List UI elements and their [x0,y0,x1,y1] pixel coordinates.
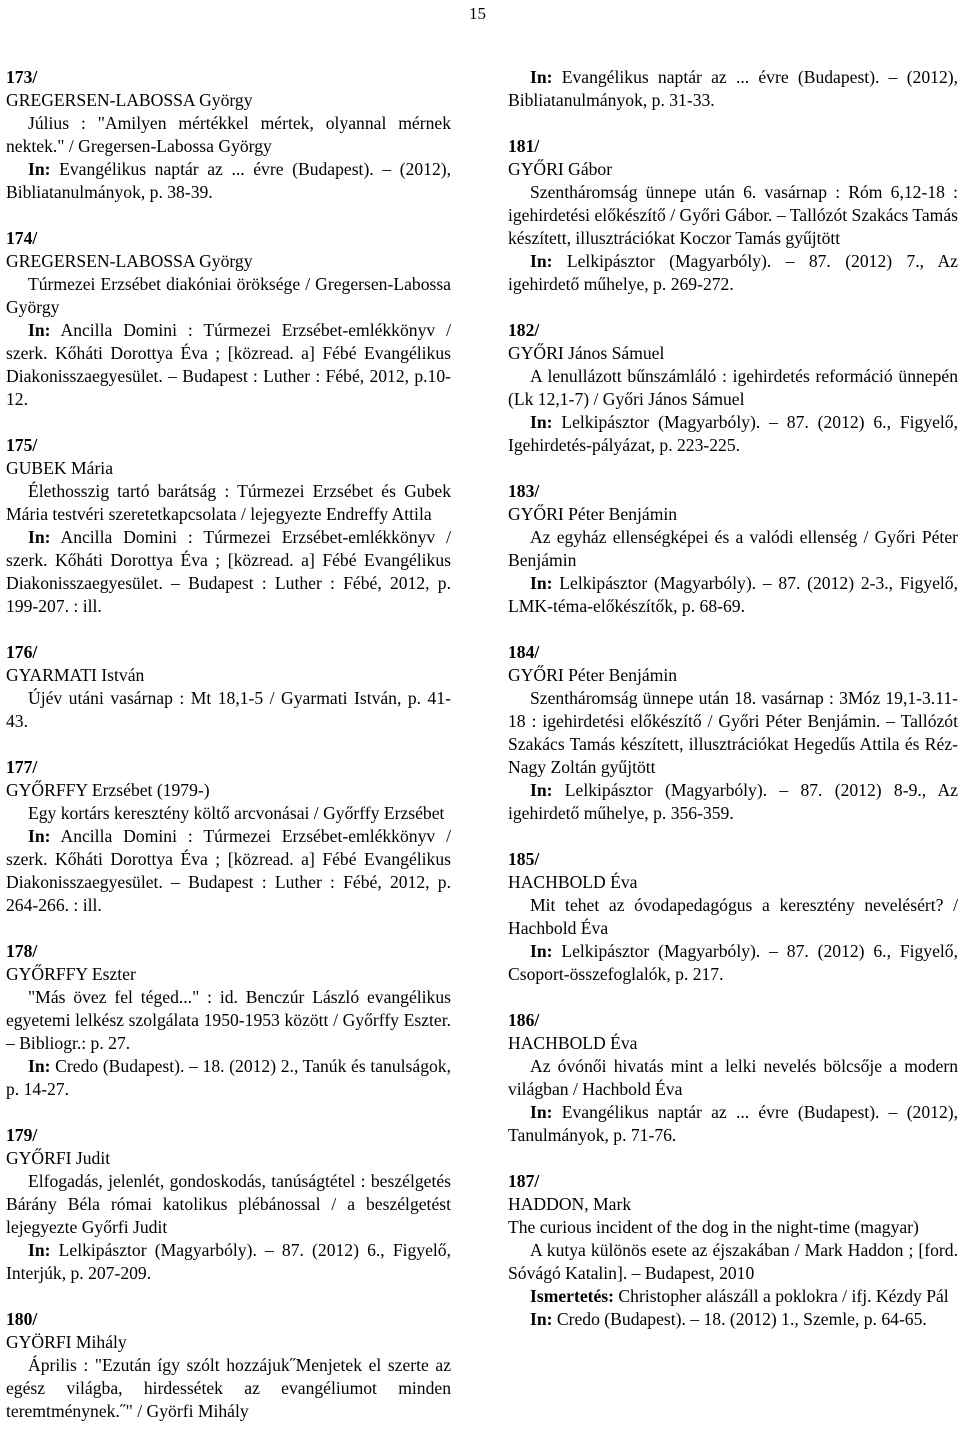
entry-title: Az egyház ellenségképei és a valódi ellenség / Győri Péter Benjámin [508,527,958,570]
entry-source: In: Evangélikus naptár az ... évre (Budapest). – (2012), Tanulmányok, p. 71-76. [508,1102,958,1145]
entry-source: In: Ancilla Domini : Túrmezei Erzsébet-emlékkönyv / szerk. Kőháti Dorottya Éva ; [közread. a] Fébé Evangélikus Diakonisszaegyesület. – Budapest : Luther : Fébé, 2012, p.10-12. [6,320,451,409]
bibliography-entry [6,1124,451,1285]
bibliography-entry [508,641,958,825]
entry-source: In: Ancilla Domini : Túrmezei Erzsébet-emlékkönyv / szerk. Kőháti Dorottya Éva ; [közread. a] Fébé Evangélikus Diakonisszaegyesület. – Budapest : Luther : Fébé, 2012, p. 264-266. : ill. [6,826,451,915]
entry-author: GYŐRI Péter Benjámin [508,504,678,524]
bibliography-entry [6,434,451,618]
entry-number: 185/ [508,849,540,869]
entry-author: HACHBOLD Éva [508,1033,638,1053]
entry-author: GYŐRFFY Eszter [6,964,136,984]
entry-number: 182/ [508,320,540,340]
entry-source: In: Credo (Budapest). – 18. (2012) 2., Tanúk és tanulságok, p. 14-27. [6,1056,452,1099]
entry-number: 177/ [6,757,38,777]
entry-title: Az óvónői hivatás mint a lelki nevelés bölcsője a modern világban / Hachbold Éva [508,1056,958,1099]
entry-title: Élethosszig tartó barátság : Túrmezei Erzsébet és Gubek Mária testvéri szeretetkapcsolata / lejegyezte Endreffy Attila [6,481,451,524]
bibliography-entry [6,1308,451,1423]
entry-source: In: Ancilla Domini : Túrmezei Erzsébet-emlékkönyv / szerk. Kőháti Dorottya Éva ; [közread. a] Fébé Evangélikus Diakonisszaegyesület. – Budapest : Luther : Fébé, 2012, p. 199-207. : ill. [6,527,451,616]
entry-source: In: Lelkipásztor (Magyarbóly). – 87. (2012) 7., Az igehirdető műhelye, p. 269-272. [508,251,958,294]
entry-author: GYŐRFI Judit [6,1148,111,1168]
entry-title: Szentháromság ünnepe után 18. vasárnap : 3Móz 19,1-3.11-18 : igehirdetési előkészítő / Győri Péter Benjámin. – Tallózót Szakács Tamás készített, illusztrációkat Hegedűs Attila és Réz-Nagy Zoltán gyűjtött [508,688,958,777]
entry-source: In: Evangélikus naptár az ... évre (Budapest). – (2012), Bibliatanulmányok, p. 38-39. [6,159,451,202]
entry-author: HADDON, Mark [508,1194,632,1214]
entry-source: In: Lelkipásztor (Magyarbóly). – 87. (2012) 2-3., Figyelő, LMK-téma-előkészítők, p. 68-69. [508,573,958,616]
entry-author: GREGERSEN-LABOSSA György [6,90,253,110]
entry-title: Április : "Ezután így szólt hozzájuk˝Menjetek el szerte az egész világba, hirdessétek az evangéliumot minden teremtménynek.˝" / Györfi Mihály [6,1355,451,1421]
entry-author: GYÖRFI Mihály [6,1332,127,1352]
entry-title: A kutya különös esete az éjszakában / Mark Haddon ; [ford. Sóvágó Katalin]. – Budapest, 2010 [508,1240,958,1283]
entry-number: 187/ [508,1171,540,1191]
entry-number: 181/ [508,136,540,156]
entry-title: "Más övez fel téged..." : id. Benczúr László evangélikus egyetemi lelkész szolgálata 1950-1953 között / Győrffy Eszter. – Bibliogr.: p. 27. [6,987,451,1053]
entry-author: GUBEK Mária [6,458,114,478]
entry-author: GYŐRI Gábor [508,159,613,179]
entry-title: Mit tehet az óvodapedagógus a keresztény nevelésért? / Hachbold Éva [508,895,958,938]
entry-review: Ismertetés: Christopher alászáll a poklokra / ifj. Kézdy Pál [530,1286,949,1306]
entry-title: Újév utáni vasárnap : Mt 18,1-5 / Gyarmati István, p. 41-43. [6,688,451,731]
entry-author: HACHBOLD Éva [508,872,638,892]
entry-number: 178/ [6,941,38,961]
entry-source: In: Evangélikus naptár az ... évre (Budapest). – (2012), Bibliatanulmányok, p. 31-33. [508,67,958,110]
bibliography-entry [6,66,451,204]
entry-source: In: Lelkipásztor (Magyarbóly). – 87. (2012) 6., Figyelő, Csoport-összefoglalók, p. 217. [508,941,958,984]
entry-title: Július : "Amilyen mértékkel mértek, olyannal mérnek nektek." / Gregersen-Labossa György [6,113,451,156]
bibliography-entry [6,641,451,733]
bibliography-entry [6,940,451,1101]
entry-number: 186/ [508,1010,540,1030]
page-number: 15 [469,4,486,23]
bibliography-entry [508,848,958,986]
entry-author: GYŐRFFY Erzsébet (1979-) [6,780,210,800]
entry-title: Elfogadás, jelenlét, gondoskodás, tanúságtétel : beszélgetés Bárány Béla római katolikus plébánossal / a beszélgetést lejegyezte Győrfi Judit [6,1171,451,1237]
entry-number: 180/ [6,1309,38,1329]
bibliography-entry [508,1009,958,1147]
entry-title: Egy kortárs keresztény költő arcvonásai / Győrffy Erzsébet [28,803,445,823]
entry-source: In: Lelkipásztor (Magyarbóly). – 87. (2012) 6., Figyelő, Igehirdetés-pályázat, p. 223-225. [508,412,958,455]
entry-source: In: Lelkipásztor (Magyarbóly). – 87. (2012) 8-9., Az igehirdető műhelye, p. 356-359. [508,780,958,823]
entry-original-title: The curious incident of the dog in the night-time (magyar) [508,1217,919,1237]
entry-author: GYŐRI János Sámuel [508,343,665,363]
entry-source: In: Lelkipásztor (Magyarbóly). – 87. (2012) 6., Figyelő, Interjúk, p. 207-209. [6,1240,451,1283]
entry-number: 173/ [6,67,38,87]
entry-author: GREGERSEN-LABOSSA György [6,251,253,271]
left-column [6,66,451,1446]
entry-title: A lenullázott bűnszámláló : igehirdetés reformáció ünnepén (Lk 12,1-7) / Győri János Sámuel [508,366,958,409]
bibliography-entry [508,319,958,457]
entry-number: 184/ [508,642,540,662]
entry-source: In: Credo (Budapest). – 18. (2012) 1., Szemle, p. 64-65. [530,1309,927,1329]
bibliography-entry-continued [508,66,958,112]
entry-author: GYŐRI Péter Benjámin [508,665,678,685]
bibliography-entry [508,480,958,618]
bibliography-entry [6,227,451,411]
entry-author: GYARMATI István [6,665,145,685]
entry-title: Túrmezei Erzsébet diakóniai öröksége / Gregersen-Labossa György [6,274,451,317]
entry-title: Szentháromság ünnepe után 6. vasárnap : Róm 6,12-18 : igehirdetési előkészítő / Győri Gábor. – Tallózót Szakács Tamás készített, illusztrációkat Koczor Tamás gyűjtött [508,182,958,248]
bibliography-entry [508,1170,958,1331]
entry-number: 176/ [6,642,38,662]
right-column [508,66,958,1354]
entry-number: 183/ [508,481,540,501]
entry-number: 174/ [6,228,38,248]
entry-number: 175/ [6,435,38,455]
bibliography-entry [6,756,451,917]
entry-number: 179/ [6,1125,38,1145]
bibliography-entry [508,135,958,296]
